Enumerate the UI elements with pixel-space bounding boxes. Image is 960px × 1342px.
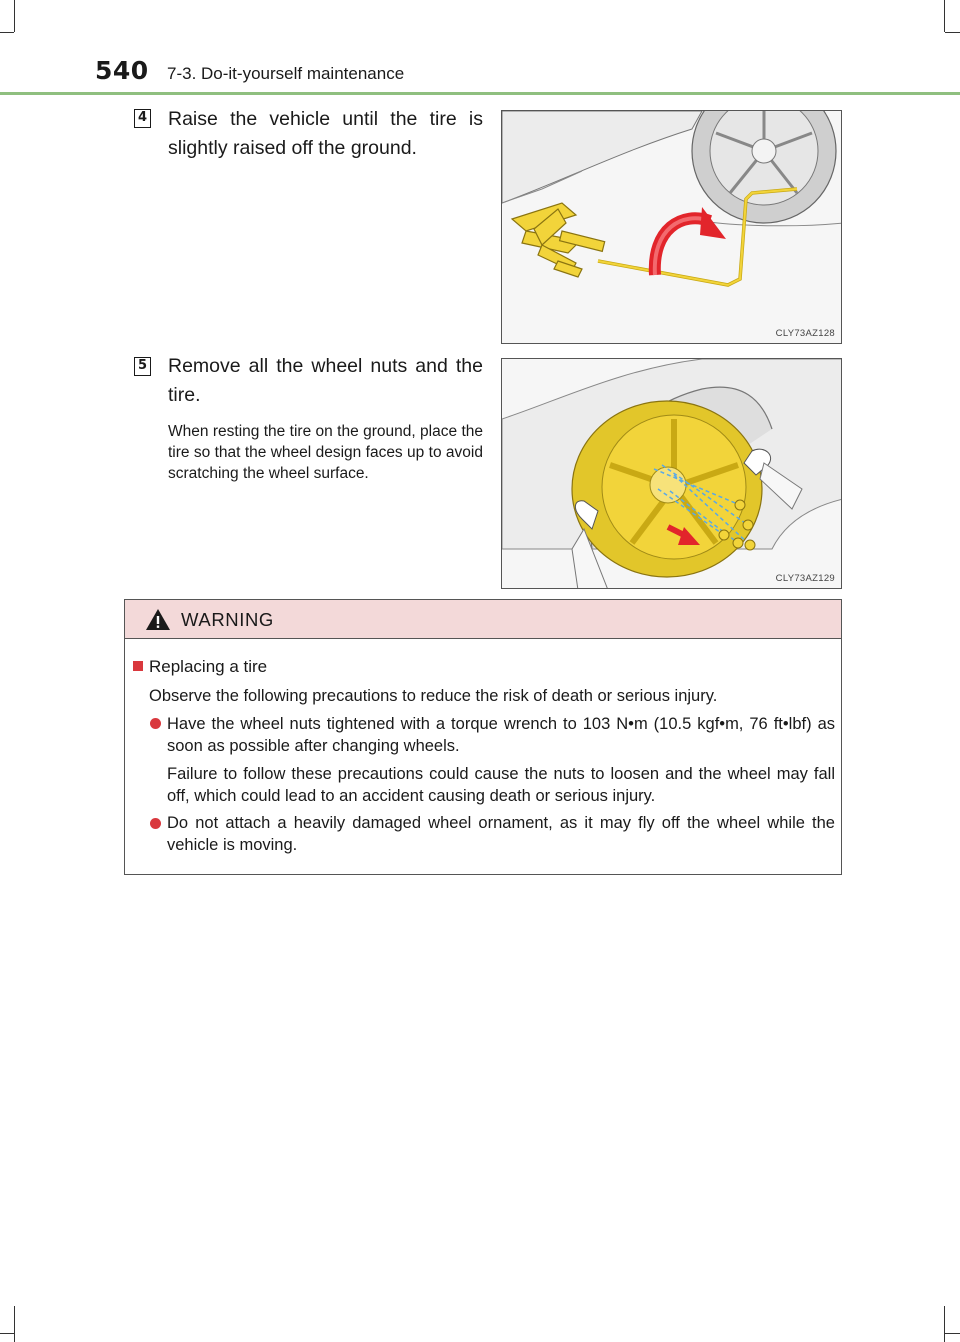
- warning-bullet-text: Have the wheel nuts tightened with a torque wrench to 103 N•m (10.5 kgf•m, 76 ft•lbf) as soon as possible after changing wheels.: [167, 715, 835, 755]
- warning-bullet-text: Do not attach a heavily damaged wheel ornament, as it may fly off the wheel while the vehicle is moving.: [167, 814, 835, 854]
- crop-mark: [0, 32, 14, 33]
- jack-raise-illustration: [502, 111, 842, 344]
- square-bullet-icon: [133, 661, 143, 671]
- warning-title: WARNING: [181, 609, 274, 630]
- step-note: When resting the tire on the ground, place the tire so that the wheel design faces up to avoid scratching the wheel surface.: [168, 423, 483, 482]
- step-text: Remove all the wheel nuts and the tire.: [168, 355, 483, 406]
- wheel-removal-illustration: [502, 359, 842, 589]
- figure-id: CLY73AZ129: [775, 573, 835, 584]
- warning-box: [124, 599, 842, 875]
- wheel-removal-figure: [501, 358, 842, 589]
- round-bullet-icon: [150, 818, 161, 829]
- figure-id: CLY73AZ128: [775, 328, 835, 339]
- crop-mark: [14, 1306, 15, 1342]
- crop-mark: [944, 0, 945, 32]
- page-number: 540: [95, 56, 149, 85]
- crop-mark: [945, 32, 960, 33]
- crop-mark: [944, 1306, 945, 1342]
- step-number-badge: 4: [134, 109, 151, 128]
- warning-triangle-icon: [145, 608, 171, 631]
- crop-mark: [0, 1333, 14, 1334]
- section-title: 7-3. Do-it-yourself maintenance: [167, 64, 405, 83]
- step-text: Raise the vehicle until the tire is slightly raised off the ground.: [168, 108, 483, 159]
- step-number-badge: 5: [134, 357, 151, 376]
- warning-header: [125, 600, 841, 639]
- warning-intro: Observe the following precautions to reduce the risk of death or serious injury.: [149, 687, 718, 705]
- crop-mark: [945, 1333, 960, 1334]
- warning-bullet-detail: Failure to follow these precautions could cause the nuts to loosen and the wheel may fall off, which could lead to an accident causing death or serious injury.: [167, 765, 835, 805]
- warning-topic-label: Replacing a tire: [149, 657, 268, 676]
- crop-mark: [14, 0, 15, 32]
- jack-raise-figure: [501, 110, 842, 344]
- warning-topic: [133, 657, 267, 677]
- round-bullet-icon: [150, 718, 161, 729]
- header-rule: [0, 92, 960, 95]
